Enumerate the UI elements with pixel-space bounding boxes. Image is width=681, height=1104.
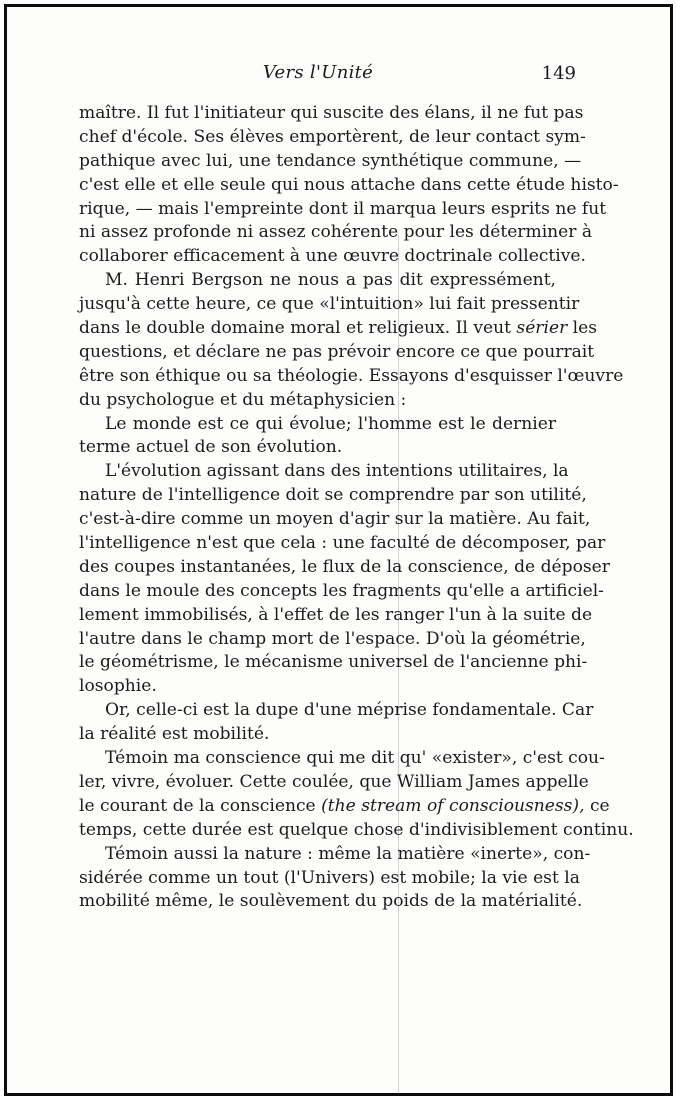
text-segment: le courant de la conscience	[79, 795, 316, 816]
text-line: le géométrisme, le mécanisme universel de l'ancienne phi-	[79, 652, 588, 673]
text-line: du psychologue et du métaphysicien :	[79, 389, 407, 410]
text-line-with-italic	[79, 317, 598, 341]
text-line: l'autre dans le champ mort de l'espace. D'où la géométrie,	[79, 628, 586, 649]
text-line: l'intelligence n'est que cela : une faculté de décomposer, par	[79, 533, 606, 554]
text-line: des coupes instantanées, le flux de la conscience, de déposer	[79, 556, 610, 577]
text-line: Or, celle-ci est la dupe d'une méprise fondamentale. Car	[105, 700, 594, 721]
text-line: lement immobilisés, à l'effet de les ranger l'un à la suite de	[79, 604, 593, 625]
text-line: nature de l'intelligence doit se comprendre par son utilité,	[79, 485, 587, 506]
text-line: Le monde est ce qui évolue; l'homme est le dernier	[105, 413, 556, 434]
body-text	[79, 102, 634, 914]
text-line: Témoin ma conscience qui me dit qu' «exister», c'est cou-	[105, 748, 605, 769]
text-line: être son éthique ou sa théologie. Essayons d'esquisser l'œuvre	[79, 365, 624, 386]
italic-phrase: (the stream of consciousness),	[321, 795, 585, 816]
italic-word: sérier	[516, 318, 568, 339]
text-line: la réalité est mobilité.	[79, 724, 270, 745]
text-line: pathique avec lui, une tendance synthétique commune, —	[79, 150, 582, 171]
text-line: maître. Il fut l'initiateur qui suscite des élans, il ne fut pas	[79, 103, 584, 123]
text-line-with-italic	[79, 795, 610, 819]
text-segment: les	[567, 318, 598, 339]
text-line: chef d'école. Ses élèves emportèrent, de leur contact sym-	[79, 126, 586, 147]
text-segment: dans le double domaine moral et religieux. Il veut	[79, 318, 511, 339]
text-line: jusqu'à cette heure, ce que «l'intuition» lui fait pressentir	[79, 294, 580, 315]
text-line: sidérée comme un tout (l'Univers) est mobile; la vie est la	[79, 867, 580, 888]
text-line: Témoin aussi la nature : même la matière «inerte», con-	[105, 843, 591, 864]
text-line: c'est-à-dire comme un moyen d'agir sur la matière. Au fait,	[79, 509, 591, 530]
text-line: terme actuel de son évolution.	[79, 437, 343, 458]
text-line: collaborer efficacement à une œuvre doctrinale collective.	[79, 246, 586, 267]
page-number: 149	[541, 63, 576, 84]
text-line: c'est elle et elle seule qui nous attache dans cette étude histo-	[79, 174, 619, 195]
text-line: questions, et déclare ne pas prévoir encore ce que pourrait	[79, 341, 595, 362]
text-line: rique, — mais l'empreinte dont il marqua leurs esprits ne fut	[79, 198, 607, 219]
running-title: Vers l'Unité	[262, 62, 374, 83]
text-line: L'évolution agissant dans des intentions utilitaires, la	[105, 461, 569, 482]
text-line: temps, cette durée est quelque chose d'indivisiblement continu.	[79, 819, 634, 840]
text-segment: ce	[584, 795, 610, 816]
text-line: losophie.	[79, 676, 157, 697]
text-line: ni assez profonde ni assez cohérente pour les déterminer à	[79, 222, 593, 243]
text-line: M. Henri Bergson ne nous a pas dit expressément,	[105, 270, 556, 291]
text-line: dans le moule des concepts les fragments qu'elle a artificiel-	[79, 580, 604, 601]
text-line: mobilité même, le soulèvement du poids de la matérialité.	[79, 891, 583, 912]
text-line: ler, vivre, évoluer. Cette coulée, que William James appelle	[79, 771, 589, 792]
